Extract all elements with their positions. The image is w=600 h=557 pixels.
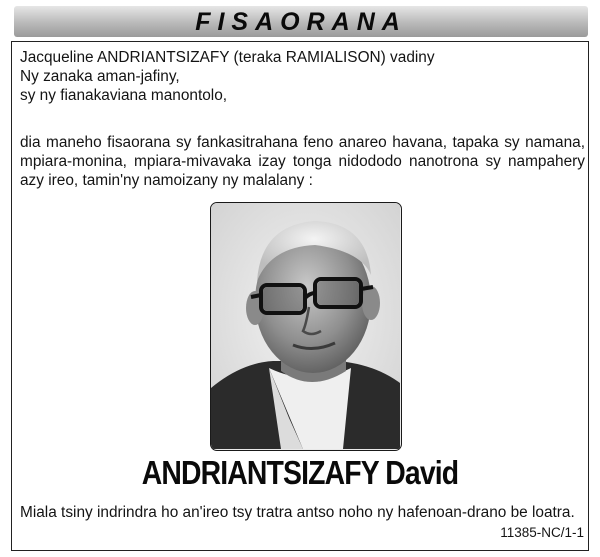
header-banner <box>14 6 588 37</box>
portrait-illustration <box>211 203 400 449</box>
deceased-name: ANDRIANTSIZAFY David <box>141 454 459 491</box>
intro-line-1: Jacqueline ANDRIANTSIZAFY (teraka RAMIALISON) vadiny <box>20 49 435 66</box>
reference-code: 11385-NC/1-1 <box>500 525 584 540</box>
portrait-photo <box>210 202 402 451</box>
thanks-paragraph: dia maneho fisaorana sy fankasitrahana feno anareo havana, tapaka sy namana, mpiara-monina, mpiara-mivavaka izay tonga nidododo nanotrona sy nampahery azy ireo, tamin'ny namoizany ny malalany : <box>20 134 585 190</box>
intro-line-2: Ny zanaka aman-jafiny, <box>20 68 180 85</box>
intro-line-3: sy ny fianakaviana manontolo, <box>20 87 228 104</box>
closing-note: Miala tsiny indrindra ho an'ireo tsy tratra antso noho ny hafenoan-drano be loatra. <box>20 504 575 521</box>
header-title: FISAORANA <box>195 8 407 36</box>
